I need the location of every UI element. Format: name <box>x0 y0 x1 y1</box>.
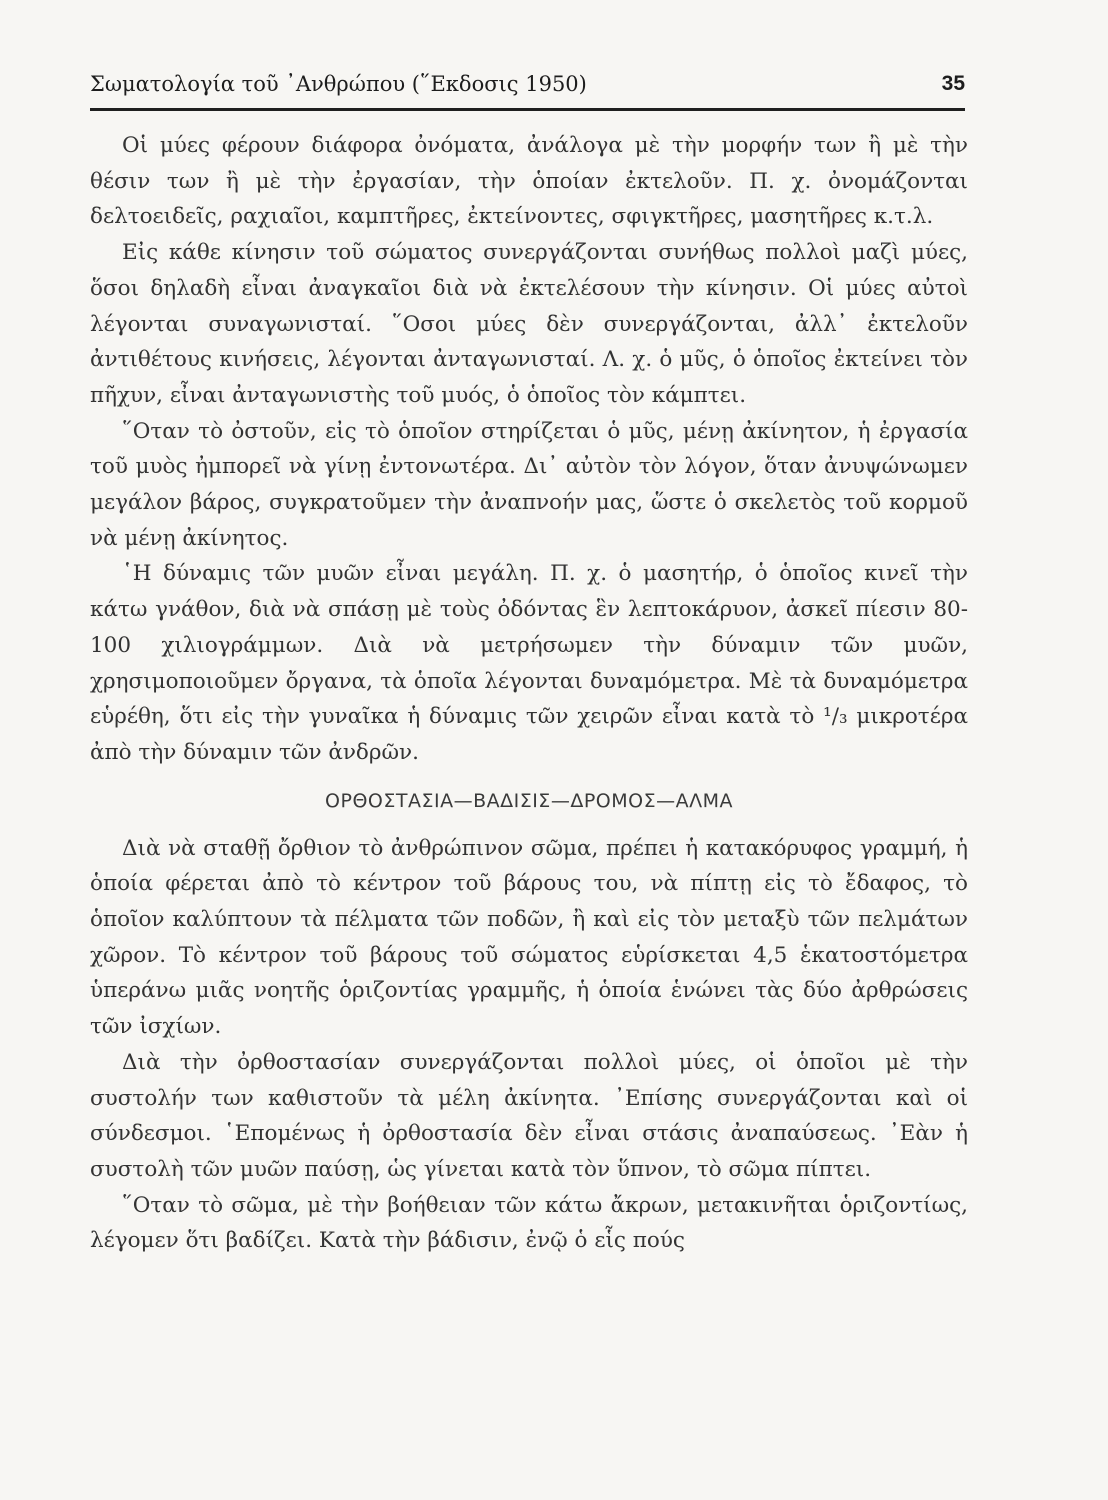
paragraph: ῞Οταν τὸ ὀστοῦν, εἰς τὸ ὁποῖον στηρίζεται ὁ μῦς, μένῃ ἀκίνητον, ἡ ἐργασία τοῦ μυὸς ἠμπορεῖ νὰ γίνῃ ἐντονωτέρα. Δι᾿ αὐτὸν τὸν λόγον, ὅταν ἀνυψώνωμεν μεγάλον βάρος, συγκρατοῦμεν τὴν ἀναπνοήν μας, ὥστε ὁ σκελετὸς τοῦ κορμοῦ νὰ μένῃ ἀκίνητος. <box>90 418 968 551</box>
page-number: 35 <box>941 72 965 95</box>
header-rule <box>90 108 965 111</box>
page-body <box>90 128 968 1259</box>
section-heading: ΟΡΘΟΣΤΑΣΙΑ—ΒΑΔΙΣΙΣ—ΔΡΟΜΟΣ—ΑΛΜΑ <box>325 789 733 812</box>
paragraph: ῞Οταν τὸ σῶμα, μὲ τὴν βοήθειαν τῶν κάτω ἄκρων, μετακινῆται ὁριζοντίως, λέγομεν ὅτι βαδίζει. Κατὰ τὴν βάδισιν, ἐνῷ ὁ εἷς πούς <box>90 1192 968 1254</box>
paragraph: ῾Η δύναμις τῶν μυῶν εἶναι μεγάλη. Π. χ. ὁ μασητήρ, ὁ ὁποῖος κινεῖ τὴν κάτω γνάθον, διὰ νὰ σπάσῃ μὲ τοὺς ὀδόντας ἓν λεπτοκάρυον, ἀσκεῖ πίεσιν 80-100 χιλιογράμμων. Διὰ νὰ μετρήσωμεν τὴν δύναμιν τῶν μυῶν, χρησιμοποιοῦμεν ὄργανα, τὰ ὁποῖα λέγονται δυναμόμετρα. Μὲ τὰ δυναμόμετρα εὑρέθη, ὅτι εἰς τὴν γυναῖκα ἡ δύναμις τῶν χειρῶν εἶναι κατὰ τὸ ¹/₃ μικροτέρα ἀπὸ τὴν δύναμιν τῶν ἀνδρῶν. <box>90 561 968 765</box>
running-header <box>90 72 965 102</box>
running-title: Σωματολογία τοῦ ᾿Ανθρώπου (῞Εκδοσις 1950) <box>90 72 587 96</box>
paragraph: Οἱ μύες φέρουν διάφορα ὀνόματα, ἀνάλογα μὲ τὴν μορφήν των ἢ μὲ τὴν θέσιν των ἢ μὲ τὴν ἐργασίαν, τὴν ὁποίαν ἐκτελοῦν. Π. χ. ὀνομάζονται δελτοειδεῖς, ραχιαῖοι, καμπτῆρες, ἐκτείνοντες, σφιγκτῆρες, μασητῆρες κ.τ.λ. <box>90 133 968 230</box>
paragraph: Διὰ τὴν ὀρθοστασίαν συνεργάζονται πολλοὶ μύες, οἱ ὁποῖοι μὲ τὴν συστολήν των καθιστοῦν τὰ μέλη ἀκίνητα. ᾿Επίσης συνεργάζονται καὶ οἱ σύνδεσμοι. ῾Επομένως ἡ ὀρθοστασία δὲν εἶναι στάσις ἀναπαύσεως. ᾿Εὰν ἡ συστολὴ τῶν μυῶν παύσῃ, ὡς γίνεται κατὰ τὸν ὕπνον, τὸ σῶμα πίπτει. <box>90 1049 968 1182</box>
paragraph: Διὰ νὰ σταθῇ ὄρθιον τὸ ἀνθρώπινον σῶμα, πρέπει ἡ κατακόρυφος γραμμή, ἡ ὁποία φέρεται ἀπὸ τὸ κέντρον τοῦ βάρους του, νὰ πίπτῃ εἰς τὸ ἔδαφος, τὸ ὁποῖον καλύπτουν τὰ πέλματα τῶν ποδῶν, ἢ καὶ εἰς τὸν μεταξὺ τῶν πελμάτων χῶρον. Τὸ κέντρον τοῦ βάρους τοῦ σώματος εὑρίσκεται 4,5 ἑκατοστόμετρα ὑπεράνω μιᾶς νοητῆς ὁριζοντίας γραμμῆς, ἡ ὁποία ἑνώνει τὰς δύο ἀρθρώσεις τῶν ἰσχίων. <box>90 835 968 1040</box>
paragraph: Εἰς κάθε κίνησιν τοῦ σώματος συνεργάζονται συνήθως πολλοὶ μαζὶ μύες, ὅσοι δηλαδὴ εἶναι ἀναγκαῖοι διὰ νὰ ἐκτελέσουν τὴν κίνησιν. Οἱ μύες αὐτοὶ λέγονται συναγωνισταί. ῞Οσοι μύες δὲν συνεργάζονται, ἀλλ᾿ ἐκτελοῦν ἀντιθέτους κινήσεις, λέγονται ἀνταγωνισταί. Λ. χ. ὁ μῦς, ὁ ὁποῖος ἐκτείνει τὸν πῆχυν, εἶναι ἀνταγωνιστὴς τοῦ μυός, ὁ ὁποῖος τὸν κάμπτει. <box>90 240 968 408</box>
